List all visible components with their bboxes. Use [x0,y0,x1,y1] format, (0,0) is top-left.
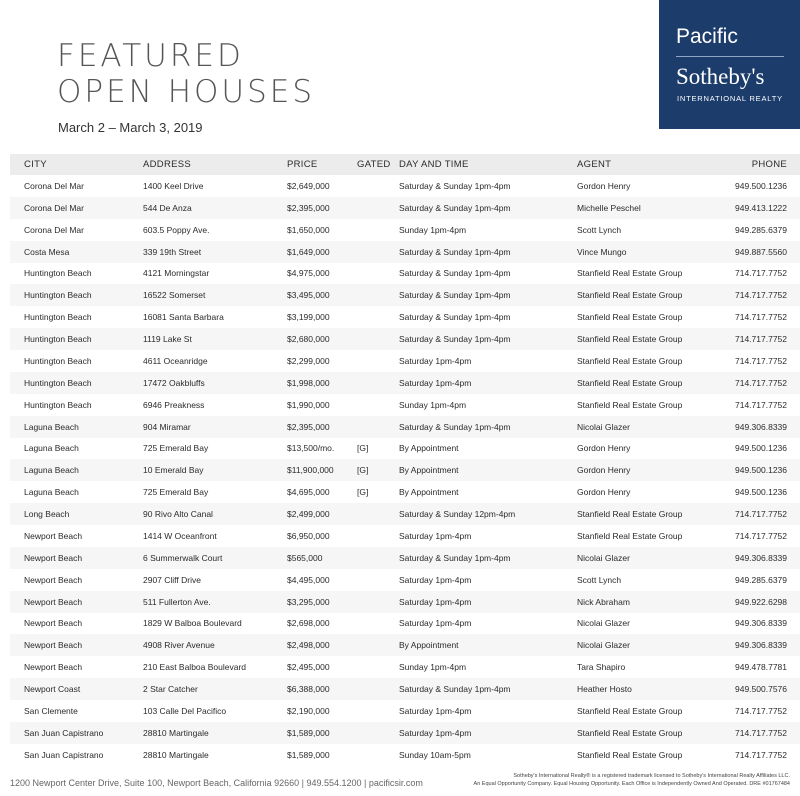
cell-agent: Heather Hosto [577,684,632,695]
cell-agent: Stanfield Real Estate Group [577,509,683,520]
cell-day-and-time: Sunday 1pm-4pm [399,224,467,235]
cell-gated [357,328,399,350]
cell-agent: Stanfield Real Estate Group [577,290,683,301]
table-row [10,481,800,503]
cell-city: Corona Del Mar [24,202,84,213]
logo-line2: Sotheby's [676,64,765,89]
table-row [10,700,800,722]
cell-gated [357,613,399,635]
cell-address: 603.5 Poppy Ave. [143,224,210,235]
date-range: March 2 – March 3, 2019 [58,120,203,135]
cell-phone: 949.887.5560 [735,246,787,257]
page-title-line2: OPEN HOUSES [57,74,316,110]
cell-phone: 949.500.1236 [735,465,787,476]
cell-price: $1,589,000 [287,727,330,738]
cell-day-and-time: By Appointment [399,487,459,498]
footer-disclaimer [474,772,790,788]
cell-price: $3,199,000 [287,312,330,323]
cell-gated [357,503,399,525]
cell-city: Huntington Beach [24,377,92,388]
cell-phone: 949.500.7576 [735,684,787,695]
cell-gated [357,350,399,372]
cell-address: 2 Star Catcher [143,684,198,695]
table-row [10,459,800,481]
cell-phone: 949.500.1236 [735,443,787,454]
cell-phone: 714.717.7752 [735,530,787,541]
column-header-gated: GATED [357,159,391,170]
column-header-address: ADDRESS [143,159,192,170]
table-row [10,613,800,635]
cell-phone: 714.717.7752 [735,509,787,520]
cell-agent: Scott Lynch [577,224,622,235]
cell-price: $6,388,000 [287,684,330,695]
cell-agent: Gordon Henry [577,487,631,498]
cell-agent: Stanfield Real Estate Group [577,530,683,541]
column-header-agent: AGENT [577,159,612,170]
cell-gated [357,416,399,438]
cell-price: $6,950,000 [287,530,330,541]
pacific-sothebys-logo [659,0,800,129]
cell-day-and-time: Saturday 1pm-4pm [399,727,472,738]
column-header-price: PRICE [287,159,318,170]
cell-city: Newport Beach [24,618,83,629]
table-row [10,744,800,766]
cell-day-and-time: Saturday 1pm-4pm [399,530,472,541]
cell-city: Newport Beach [24,552,83,563]
cell-address: 17472 Oakbluffs [143,377,205,388]
cell-address: 16522 Somerset [143,290,206,301]
footer-address: 1200 Newport Center Drive, Suite 100, Newport Beach, California 92660 | 949.554.1200 | pacificsir.com [10,778,423,788]
cell-phone: 949.306.8339 [735,640,787,651]
cell-gated [357,306,399,328]
cell-day-and-time: Saturday & Sunday 1pm-4pm [399,202,511,213]
cell-address: 103 Calle Del Pacifico [143,705,227,716]
cell-phone: 949.306.8339 [735,421,787,432]
cell-price: $13,500/mo. [287,443,335,454]
cell-agent: Nicolai Glazer [577,552,630,563]
cell-price: $1,589,000 [287,749,330,760]
cell-gated [357,656,399,678]
table-row [10,263,800,285]
cell-address: 511 Fullerton Ave. [143,596,211,607]
cell-day-and-time: Saturday 1pm-4pm [399,596,472,607]
cell-agent: Nicolai Glazer [577,618,630,629]
table-row [10,306,800,328]
cell-city: Huntington Beach [24,334,92,345]
cell-price: $3,495,000 [287,290,330,301]
cell-city: Laguna Beach [24,465,79,476]
open-houses-table [10,154,800,766]
cell-phone: 714.717.7752 [735,355,787,366]
cell-phone: 949.500.1236 [735,180,787,191]
cell-city: Laguna Beach [24,421,79,432]
cell-day-and-time: Saturday 1pm-4pm [399,377,472,388]
cell-gated [357,547,399,569]
cell-price: $2,299,000 [287,355,330,366]
cell-day-and-time: Saturday & Sunday 1pm-4pm [399,180,511,191]
table-row [10,656,800,678]
table-row [10,547,800,569]
cell-gated [357,197,399,219]
cell-phone: 949.922.6298 [735,596,787,607]
cell-phone: 714.717.7752 [735,268,787,279]
cell-agent: Gordon Henry [577,180,631,191]
cell-agent: Gordon Henry [577,443,631,454]
cell-city: Newport Beach [24,530,83,541]
cell-price: $2,190,000 [287,705,330,716]
cell-address: 6 Summerwalk Court [143,552,223,563]
cell-price: $565,000 [287,552,323,563]
table-row [10,350,800,372]
cell-gated [357,372,399,394]
cell-agent: Nick Abraham [577,596,630,607]
cell-address: 210 East Balboa Boulevard [143,662,247,673]
cell-agent: Stanfield Real Estate Group [577,334,683,345]
cell-gated [357,175,399,197]
column-header-day-and-time: DAY AND TIME [399,159,469,170]
cell-agent: Gordon Henry [577,465,631,476]
disclaimer-line2: An Equal Opportunity Company. Equal Housing Opportunity. Each Office is Independently Owned And Operated. DRE #01767484 [473,781,790,787]
cell-gated [357,569,399,591]
cell-day-and-time: By Appointment [399,465,459,476]
cell-address: 725 Emerald Bay [143,443,209,454]
cell-agent: Tara Shapiro [577,662,626,673]
cell-city: San Juan Capistrano [24,749,104,760]
cell-day-and-time: Saturday & Sunday 1pm-4pm [399,312,511,323]
cell-agent: Stanfield Real Estate Group [577,312,683,323]
cell-price: $1,649,000 [287,246,330,257]
cell-gated [357,394,399,416]
cell-agent: Nicolai Glazer [577,640,630,651]
table-header-row [10,154,800,175]
cell-address: 16081 Santa Barbara [143,312,224,323]
cell-city: Laguna Beach [24,487,79,498]
cell-city: Newport Beach [24,662,83,673]
cell-agent: Nicolai Glazer [577,421,630,432]
cell-day-and-time: Saturday 1pm-4pm [399,618,472,629]
cell-city: Huntington Beach [24,312,92,323]
cell-gated: [G] [357,465,369,476]
cell-day-and-time: Sunday 1pm-4pm [399,662,467,673]
cell-city: San Juan Capistrano [24,727,104,738]
logo-line3: INTERNATIONAL REALTY [677,94,783,103]
cell-city: Huntington Beach [24,399,92,410]
cell-gated [357,284,399,306]
table-body [10,175,800,766]
cell-phone: 949.413.1222 [735,202,787,213]
cell-gated [357,744,399,766]
cell-address: 1414 W Oceanfront [143,530,217,541]
cell-address: 725 Emerald Bay [143,487,209,498]
cell-city: Corona Del Mar [24,224,84,235]
cell-address: 4611 Oceanridge [143,355,208,366]
cell-phone: 714.717.7752 [735,705,787,716]
cell-agent: Stanfield Real Estate Group [577,377,683,388]
cell-day-and-time: Saturday & Sunday 1pm-4pm [399,552,511,563]
cell-address: 1400 Keel Drive [143,180,204,191]
cell-city: Huntington Beach [24,290,92,301]
cell-price: $2,495,000 [287,662,330,673]
cell-price: $4,975,000 [287,268,330,279]
table-row [10,569,800,591]
cell-phone: 949.500.1236 [735,487,787,498]
cell-price: $1,998,000 [287,377,330,388]
cell-day-and-time: Saturday & Sunday 1pm-4pm [399,334,511,345]
cell-price: $2,680,000 [287,334,330,345]
cell-gated: [G] [357,487,369,498]
cell-phone: 949.285.6379 [735,224,787,235]
cell-gated [357,700,399,722]
table-row [10,175,800,197]
cell-price: $2,395,000 [287,421,330,432]
table-row [10,284,800,306]
cell-address: 1829 W Balboa Boulevard [143,618,242,629]
cell-address: 28810 Martingale [143,749,209,760]
logo-divider [676,56,784,57]
table-row [10,197,800,219]
column-header-phone: PHONE [751,159,787,170]
cell-address: 28810 Martingale [143,727,209,738]
cell-city: Long Beach [24,509,70,520]
cell-gated: [G] [357,443,369,454]
cell-day-and-time: By Appointment [399,443,459,454]
cell-city: Newport Beach [24,640,83,651]
cell-agent: Stanfield Real Estate Group [577,399,683,410]
table-row [10,503,800,525]
table-row [10,372,800,394]
cell-day-and-time: Saturday & Sunday 1pm-4pm [399,421,511,432]
cell-phone: 949.478.7781 [735,662,787,673]
cell-address: 6946 Preakness [143,399,205,410]
cell-agent: Stanfield Real Estate Group [577,355,683,366]
table-row [10,634,800,656]
cell-gated [357,591,399,613]
cell-gated [357,722,399,744]
column-header-city: CITY [24,159,47,170]
cell-day-and-time: Saturday 1pm-4pm [399,355,472,366]
cell-price: $3,295,000 [287,596,330,607]
logo-line1: Pacific [676,25,738,48]
cell-price: $2,698,000 [287,618,330,629]
cell-phone: 714.717.7752 [735,290,787,301]
cell-phone: 949.285.6379 [735,574,787,585]
cell-price: $2,498,000 [287,640,330,651]
table-row [10,722,800,744]
cell-city: San Clemente [24,705,78,716]
cell-day-and-time: Saturday & Sunday 12pm-4pm [399,509,516,520]
cell-city: Huntington Beach [24,268,92,279]
cell-agent: Scott Lynch [577,574,622,585]
cell-price: $4,495,000 [287,574,330,585]
table-row [10,394,800,416]
cell-address: 339 19th Street [143,246,202,257]
cell-agent: Stanfield Real Estate Group [577,268,683,279]
cell-agent: Michelle Peschel [577,202,641,213]
table-row [10,591,800,613]
cell-phone: 714.717.7752 [735,727,787,738]
cell-agent: Vince Mungo [577,246,627,257]
cell-price: $2,649,000 [287,180,330,191]
cell-day-and-time: Sunday 10am-5pm [399,749,471,760]
cell-phone: 949.306.8339 [735,552,787,563]
cell-address: 904 Miramar [143,421,191,432]
cell-day-and-time: Saturday & Sunday 1pm-4pm [399,268,511,279]
cell-day-and-time: Saturday & Sunday 1pm-4pm [399,246,511,257]
cell-price: $11,900,000 [287,465,334,476]
cell-day-and-time: Sunday 1pm-4pm [399,399,467,410]
cell-day-and-time: By Appointment [399,640,459,651]
cell-gated [357,634,399,656]
cell-address: 2907 Cliff Drive [143,574,201,585]
cell-city: Newport Beach [24,596,83,607]
page-title-line1: FEATURED [57,38,244,74]
cell-phone: 714.717.7752 [735,334,787,345]
cell-gated [357,525,399,547]
cell-address: 90 Rivo Alto Canal [143,509,213,520]
cell-gated [357,678,399,700]
table-row [10,678,800,700]
cell-price: $2,395,000 [287,202,330,213]
cell-agent: Stanfield Real Estate Group [577,705,683,716]
cell-address: 10 Emerald Bay [143,465,204,476]
cell-address: 4121 Morningstar [143,268,210,279]
page-title [57,38,315,110]
cell-price: $2,499,000 [287,509,330,520]
table-row [10,328,800,350]
cell-city: Costa Mesa [24,246,70,257]
cell-phone: 714.717.7752 [735,312,787,323]
cell-city: Newport Beach [24,574,83,585]
cell-city: Newport Coast [24,684,81,695]
cell-address: 1119 Lake St [143,334,192,345]
table-row [10,416,800,438]
cell-day-and-time: Saturday 1pm-4pm [399,574,472,585]
cell-agent: Stanfield Real Estate Group [577,749,683,760]
table-row [10,438,800,460]
cell-gated [357,241,399,263]
cell-day-and-time: Saturday & Sunday 1pm-4pm [399,290,511,301]
cell-day-and-time: Saturday 1pm-4pm [399,705,472,716]
cell-price: $1,990,000 [287,399,330,410]
cell-phone: 714.717.7752 [735,399,787,410]
cell-address: 544 De Anza [143,202,192,213]
cell-phone: 714.717.7752 [735,377,787,388]
cell-address: 4908 River Avenue [143,640,215,651]
cell-price: $1,650,000 [287,224,330,235]
cell-city: Laguna Beach [24,443,79,454]
cell-price: $4,695,000 [287,487,330,498]
cell-phone: 714.717.7752 [735,749,787,760]
cell-gated [357,263,399,285]
table-row [10,525,800,547]
cell-city: Huntington Beach [24,355,92,366]
disclaimer-line1: Sotheby's International Realty® is a registered trademark licensed to Sotheby's International Realty Affiliates LLC. [513,773,790,779]
cell-city: Corona Del Mar [24,180,84,191]
cell-gated [357,219,399,241]
table-row [10,219,800,241]
cell-day-and-time: Saturday & Sunday 1pm-4pm [399,684,511,695]
table-row [10,241,800,263]
cell-agent: Stanfield Real Estate Group [577,727,683,738]
cell-phone: 949.306.8339 [735,618,787,629]
